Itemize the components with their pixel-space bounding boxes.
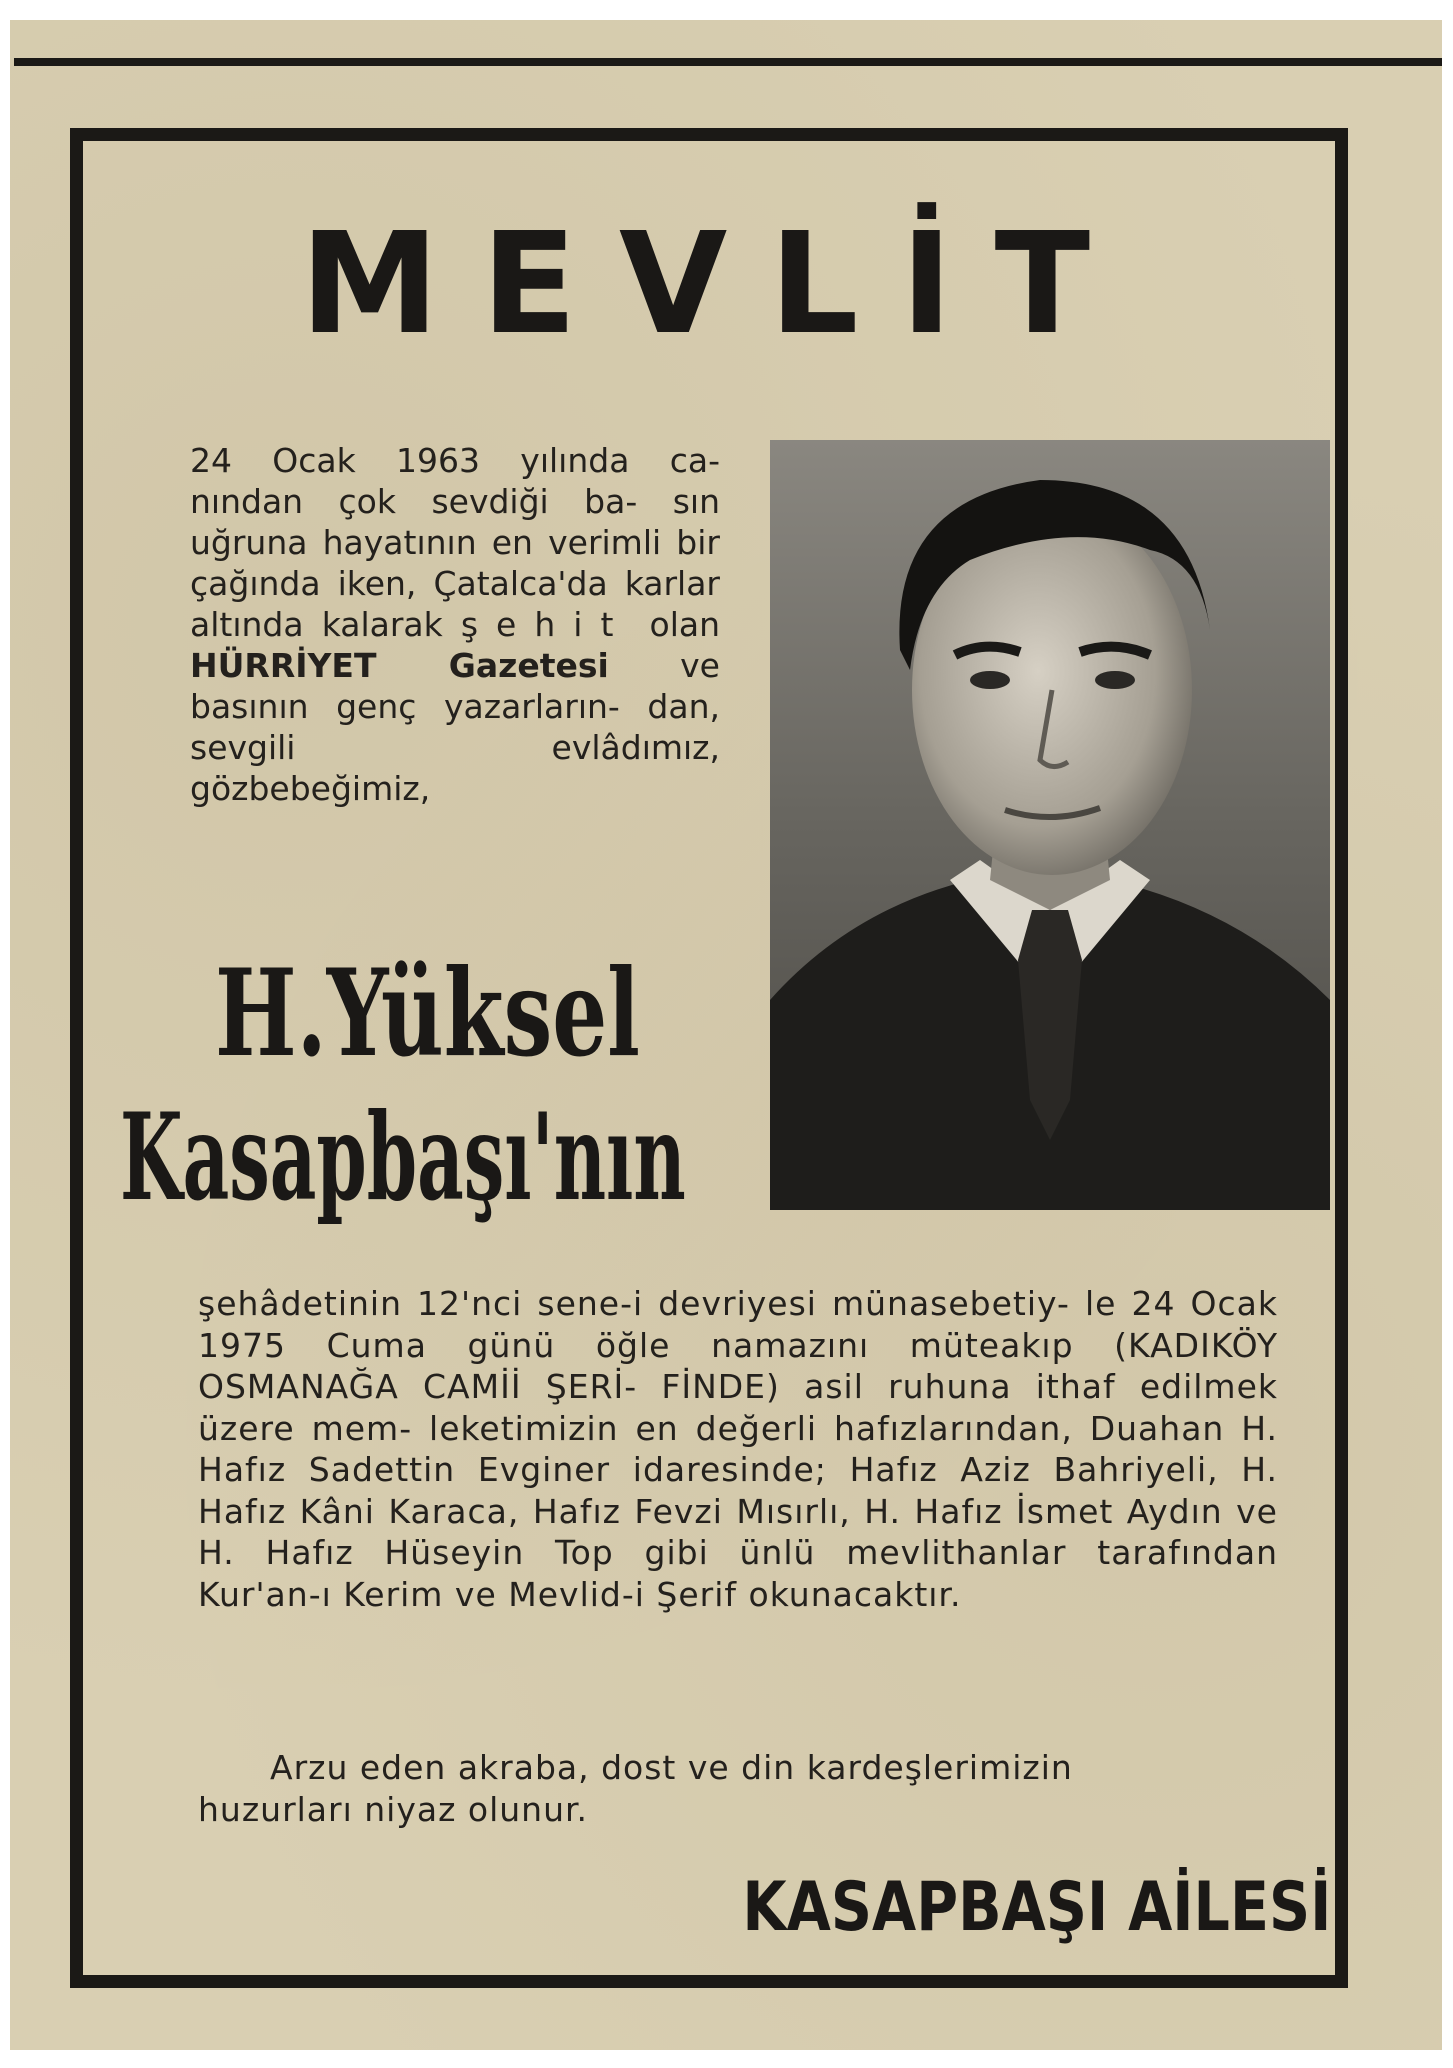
deceased-name	[120, 943, 760, 1228]
mevlit-heading: MEVLİT	[300, 203, 1133, 366]
intro-line: Çatalca'da karlar altında	[190, 564, 720, 644]
top-rule	[14, 58, 1442, 66]
intro-line: olan	[649, 605, 720, 644]
intro-paragraph	[190, 440, 720, 809]
intro-line: 24 Ocak 1963 yılında ca-	[190, 441, 720, 480]
announcement-body	[198, 1283, 1278, 1615]
body-line: Bahriyeli, H. Hafız Kâni Karaca, Hafız Fevzi	[198, 1450, 1278, 1531]
closing-paragraph	[198, 1747, 1278, 1830]
portrait-photo	[770, 440, 1330, 1210]
body-line: Top gibi ünlü mevlithanlar tarafından Kur'an-ı	[198, 1533, 1278, 1614]
intro-line: kalarak	[321, 605, 443, 644]
body-line: FİNDE) asil ruhuna ithaf edilmek üzere mem-	[198, 1367, 1278, 1448]
closing-line: Arzu eden akraba, dost ve din kardeşlerimizin	[270, 1748, 1073, 1787]
family-signature: KASAPBAŞI AİLESİ	[742, 1868, 1332, 1947]
body-line: Mısırlı, H. Hafız İsmet Aydın ve H. Hafız Hüseyin	[198, 1491, 1278, 1572]
body-line: şehâdetinin 12'nci sene-i devriyesi münasebetiy-	[198, 1284, 1070, 1323]
intro-line: gözbebeğimiz,	[190, 769, 431, 808]
deceased-first-name: H.Yüksel	[215, 943, 641, 1084]
closing-line: huzurları niyaz olunur.	[198, 1789, 589, 1829]
intro-line: verimli bir çağında iken,	[190, 523, 720, 603]
intro-line: sın uğruna hayatının en	[190, 482, 720, 562]
body-line: müteakıp (KADIKÖY OSMANAĞA CAMİİ ŞERİ-	[198, 1325, 1278, 1406]
intro-emphasis: şehit	[460, 605, 632, 644]
body-line: Kerim ve Mevlid-i Şerif okunacaktır.	[343, 1574, 962, 1614]
body-line: leketimizin en değerli hafızlarından, Duahan H.	[429, 1408, 1278, 1448]
intro-line: nından çok sevdiği ba-	[190, 482, 638, 521]
deceased-last-name: Kasapbaşı'nın	[120, 1087, 686, 1228]
intro-line: ve	[680, 646, 720, 685]
intro-line: basının genç yazarların-	[190, 687, 620, 726]
body-line: le 24 Ocak 1975 Cuma günü öğle namazını	[198, 1284, 1278, 1365]
body-line: Hafız Sadettin Evginer idaresinde; Hafız Aziz	[198, 1450, 1031, 1489]
intro-line: dan, sevgili evlâdımız,	[190, 687, 720, 767]
newspaper-name: HÜRRİYET Gazetesi	[190, 646, 609, 685]
portrait-illustration	[770, 440, 1330, 1210]
